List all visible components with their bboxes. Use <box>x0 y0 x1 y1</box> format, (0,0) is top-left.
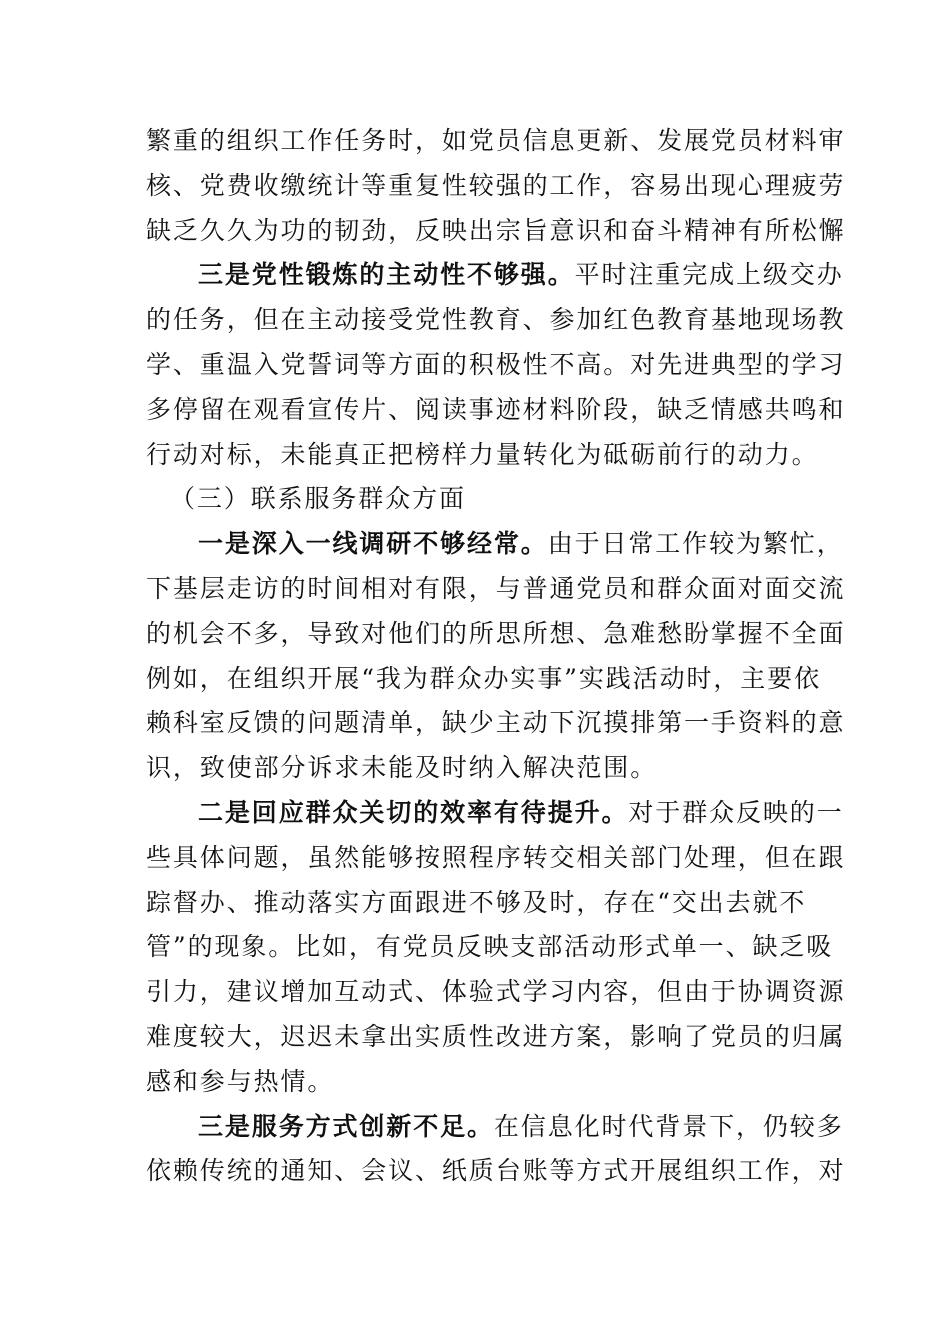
paragraph-text: 由于日常工作较为繁忙， <box>547 529 844 559</box>
section-heading: （三）联系服务群众方面 <box>170 484 466 514</box>
paragraph-lead: 二是回应群众关切的效率有待提升。 <box>198 797 629 827</box>
text-line: 下基层走访的时间相对有限，与普通党员和群众面对面交流 <box>146 573 846 603</box>
paragraph-start-line <box>146 253 844 298</box>
text-line: 多停留在观看宣传片、阅读事迹材料阶段，缺乏情感共鸣和 <box>146 394 846 424</box>
text-line: 核、党费收缴统计等重复性较强的工作，容易出现心理疲劳 <box>146 170 846 200</box>
paragraph-start-line <box>146 522 844 567</box>
text-line: 的任务，但在主动接受党性教育、参加红色教育基地现场教 <box>146 305 846 335</box>
paragraph-text: 对于群众反映的一 <box>628 797 844 827</box>
paragraph-start-line <box>146 1105 844 1150</box>
text-line: 踪督办、推动落实方面跟进不够及时，存在“交出去就不 <box>146 887 807 917</box>
text-line: 赖科室反馈的问题清单，缺少主动下沉摸排第一手资料的意 <box>146 708 846 738</box>
text-line: 引力，建议增加互动式、体验式学习内容，但由于协调资源 <box>146 977 846 1007</box>
paragraph-lead: 三是服务方式创新不足。 <box>198 1111 494 1141</box>
paragraph-lead: 一是深入一线调研不够经常。 <box>198 529 548 559</box>
text-line: 学、重温入党誓词等方面的积极性不高。对先进典型的学习 <box>146 349 846 379</box>
text-line: 感和参与热情。 <box>146 1066 335 1096</box>
text-line: 的机会不多，导致对他们的所思所想、急难愁盼掌握不全面 <box>146 618 846 648</box>
text-line: 管”的现象。比如，有党员反映支部活动形式单一、缺乏吸 <box>146 932 834 962</box>
text-line: 例如，在组织开展“我为群众办实事”实践活动时，主要依 <box>146 663 821 693</box>
text-line: 依赖传统的通知、会议、纸质台账等方式开展组织工作，对 <box>146 1156 846 1186</box>
text-line: 行动对标，未能真正把榜样力量转化为砥砺前行的动力。 <box>146 439 819 469</box>
text-line: 些具体问题，虽然能够按照程序转交相关部门处理，但在跟 <box>146 842 846 872</box>
text-line: 繁重的组织工作任务时，如党员信息更新、发展党员材料审 <box>146 126 846 155</box>
text-line: 识，致使部分诉求未能及时纳入解决范围。 <box>146 753 658 783</box>
paragraph-lead: 三是党性锻炼的主动性不够强。 <box>198 260 575 290</box>
text-line: 缺乏久久为功的韧劲，反映出宗旨意识和奋斗精神有所松懈 <box>146 215 846 245</box>
paragraph-text: 平时注重完成上级交办 <box>574 260 844 290</box>
document-body <box>146 119 846 1194</box>
paragraph-text: 在信息化时代背景下，仍较多 <box>493 1111 844 1141</box>
paragraph-start-line <box>146 791 844 836</box>
text-line: 难度较大，迟迟未拿出实质性改进方案，影响了党员的归属 <box>146 1021 846 1051</box>
